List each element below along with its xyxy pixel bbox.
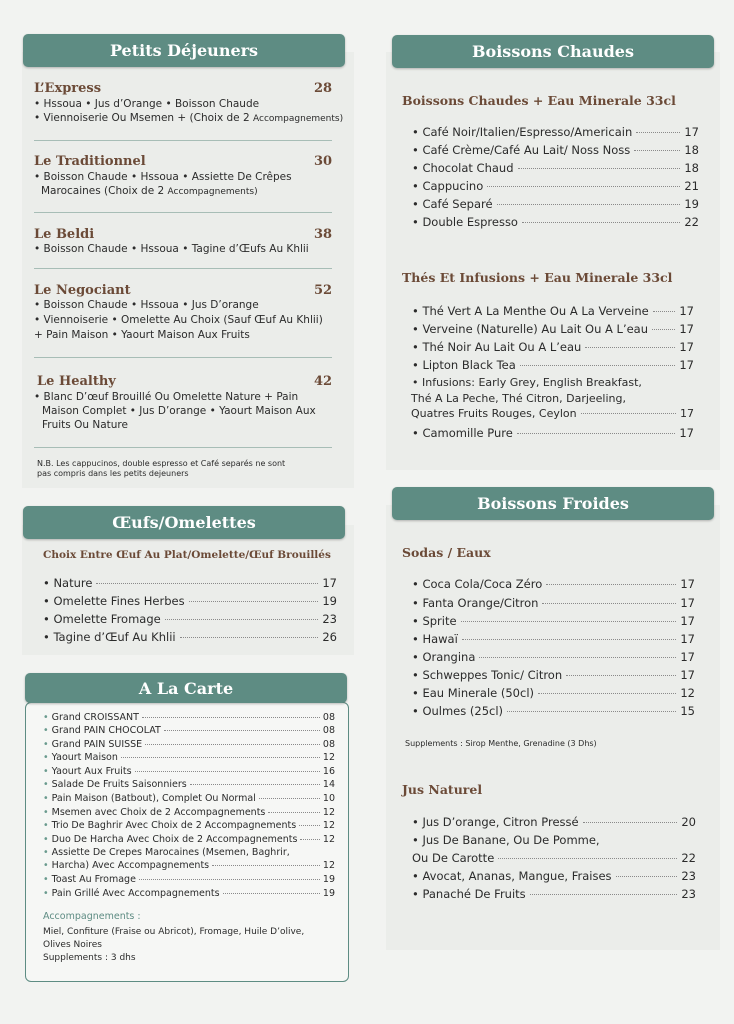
chaudes-item: • Cappucino 21 — [412, 179, 699, 193]
express-line2-main: • Viennoiserie Ou Msemen + (Choix de 2 — [34, 112, 253, 124]
oeufs-item: • Nature 17 — [43, 576, 337, 590]
carte-item: • Yaourt Maison 12 — [43, 752, 335, 763]
jus-item: • Avocat, Ananas, Mangue, Fraises 23 — [412, 869, 696, 883]
carte-item: • Grand CROISSANT 08 — [43, 712, 335, 723]
acc-title: Accompagnements : — [43, 911, 141, 922]
carte-item: • Yaourt Aux Fruits 16 — [43, 766, 335, 777]
nego-name: Le Negociant — [34, 283, 131, 298]
thes-item: • Thé Vert A La Menthe Ou A La Verveine 17 — [412, 304, 694, 318]
carte-item: • Assiette De Crepes Marocaines (Msemen, Baghrir, — [43, 847, 335, 858]
trad-line2-small: Accompagnements) — [167, 187, 258, 197]
thes-item: • Lipton Black Tea 17 — [412, 358, 694, 372]
froides-sub1: Sodas / Eaux — [402, 545, 491, 560]
express-line2 — [34, 111, 343, 127]
oeufs-header: Œufs/Omelettes — [23, 506, 345, 539]
froides-panel — [386, 505, 720, 950]
chaudes-item: • Chocolat Chaud 18 — [412, 161, 699, 175]
carte-item: • Grand PAIN SUISSE 08 — [43, 739, 335, 750]
froides-header: Boissons Froides — [392, 487, 714, 520]
express-price: 28 — [314, 81, 333, 96]
chaudes-item: • Café Separé 19 — [412, 197, 699, 211]
healthy-line2: Maison Complet • Jus D’orange • Yaourt Maison Aux — [42, 405, 316, 417]
carte-item: • Harcha) Avec Accompagnements 12 — [43, 860, 335, 871]
thes-item: • Camomille Pure 17 — [412, 426, 694, 440]
healthy-line1: • Blanc D’œuf Brouillé Ou Omelette Nature + Pain — [34, 391, 299, 403]
infusions-line2: Thé A La Peche, Thé Citron, Darjeeling, — [411, 392, 626, 405]
sodas-supp: Supplements : Sirop Menthe, Grenadine (3 Dhs) — [405, 739, 597, 748]
jus-line: • Jus De Banane, Ou De Pomme, — [412, 833, 600, 847]
sodas-item: • Sprite 17 — [412, 614, 695, 628]
divider — [34, 447, 332, 448]
carte-item: • Pain Grillé Avec Accompagnements 19 — [43, 888, 335, 899]
sodas-item: • Orangina 17 — [412, 650, 695, 664]
nego-price: 52 — [314, 283, 333, 298]
note-line2: pas compris dans les petits dejeuners — [37, 469, 189, 478]
express-line2-small: Accompagnements) — [253, 114, 344, 124]
sodas-item: • Oulmes (25cl) 15 — [412, 704, 695, 718]
divider — [34, 140, 332, 141]
divider — [34, 268, 332, 269]
chaudes-item: • Café Noir/Italien/Espresso/Americain 17 — [412, 125, 699, 139]
carte-item: • Toast Au Fromage 19 — [43, 874, 335, 885]
express-line1: • Hssoua • Jus d’Orange • Boisson Chaude — [34, 98, 260, 110]
note-line1: N.B. Les cappucinos, double espresso et Café separés ne sont — [37, 459, 286, 468]
chaudes-header: Boissons Chaudes — [392, 35, 714, 68]
infusions-line3: Quatres Fruits Rouges, Ceylon 17 — [411, 407, 694, 420]
sodas-item: • Fanta Orange/Citron 17 — [412, 596, 695, 610]
divider — [34, 212, 332, 213]
petits-header: Petits Déjeuners — [23, 34, 345, 67]
carte-item: • Grand PAIN CHOCOLAT 08 — [43, 725, 335, 736]
divider — [34, 357, 332, 358]
trad-line1: • Boisson Chaude • Hssoua • Assiette De Crêpes — [34, 171, 292, 183]
chaudes-item: • Double Espresso 22 — [412, 215, 699, 229]
carte-header: A La Carte — [25, 673, 347, 703]
sodas-item: • Eau Minerale (50cl) 12 — [412, 686, 695, 700]
infusions-line1: • Infusions: Early Grey, English Breakfast, — [412, 376, 642, 389]
carte-item: • Pain Maison (Batbout), Complet Ou Normal 10 — [43, 793, 335, 804]
nego-line1: • Boisson Chaude • Hssoua • Jus D’orange — [34, 299, 259, 311]
chaudes-sub1: Boissons Chaudes + Eau Minerale 33cl — [402, 93, 676, 108]
jus-item: • Jus D’orange, Citron Pressé 20 — [412, 815, 696, 829]
beldi-name: Le Beldi — [34, 227, 95, 242]
carte-item: • Salade De Fruits Saisonniers 14 — [43, 779, 335, 790]
trad-line2 — [41, 184, 258, 200]
healthy-price: 42 — [314, 374, 333, 389]
nego-line2: • Viennoiserie • Omelette Au Choix (Sauf Œuf Au Khlii) — [34, 314, 323, 326]
healthy-line3: Fruits Ou Nature — [42, 419, 128, 431]
trad-price: 30 — [314, 154, 333, 169]
beldi-price: 38 — [314, 227, 333, 242]
chaudes-item: • Café Crème/Café Au Lait/ Noss Noss 18 — [412, 143, 699, 157]
healthy-name: Le Healthy — [37, 374, 116, 389]
express-name: L’Express — [34, 81, 102, 96]
jus-item: Ou De Carotte 22 — [412, 851, 696, 865]
acc-supp: Supplements : 3 dhs — [43, 953, 136, 963]
sodas-item: • Schweppes Tonic/ Citron 17 — [412, 668, 695, 682]
carte-item: • Duo De Harcha Avec Choix de 2 Accompagnements 12 — [43, 834, 335, 845]
carte-item: • Msemen avec Choix de 2 Accompagnements 12 — [43, 807, 335, 818]
acc-line1: Miel, Confiture (Fraise ou Abricot), Fromage, Huile D’olive, — [43, 927, 305, 937]
beldi-line1: • Boisson Chaude • Hssoua • Tagine d’Œufs Au Khlii — [34, 243, 309, 255]
oeufs-subtitle: Choix Entre Œuf Au Plat/Omelette/Œuf Brouillés — [43, 549, 331, 561]
thes-item: • Verveine (Naturelle) Au Lait Ou A L’eau 17 — [412, 322, 694, 336]
jus-item: • Panaché De Fruits 23 — [412, 887, 696, 901]
sodas-item: • Coca Cola/Coca Zéro 17 — [412, 577, 695, 591]
chaudes-sub2: Thés Et Infusions + Eau Minerale 33cl — [402, 270, 673, 285]
nego-line3: + Pain Maison • Yaourt Maison Aux Fruits — [34, 329, 250, 341]
oeufs-item: • Tagine d’Œuf Au Khlii 26 — [43, 630, 337, 644]
trad-line2-main: Marocaines (Choix de 2 — [41, 185, 168, 197]
thes-item: • Thé Noir Au Lait Ou A L’eau 17 — [412, 340, 694, 354]
trad-name: Le Traditionnel — [34, 154, 146, 169]
acc-line2: Olives Noires — [43, 940, 102, 950]
oeufs-item: • Omelette Fines Herbes 19 — [43, 594, 337, 608]
carte-item: • Trio De Baghrir Avec Choix de 2 Accompagnements 12 — [43, 820, 335, 831]
froides-sub2: Jus Naturel — [402, 782, 483, 797]
oeufs-item: • Omelette Fromage 23 — [43, 612, 337, 626]
sodas-item: • Hawaï 17 — [412, 632, 695, 646]
